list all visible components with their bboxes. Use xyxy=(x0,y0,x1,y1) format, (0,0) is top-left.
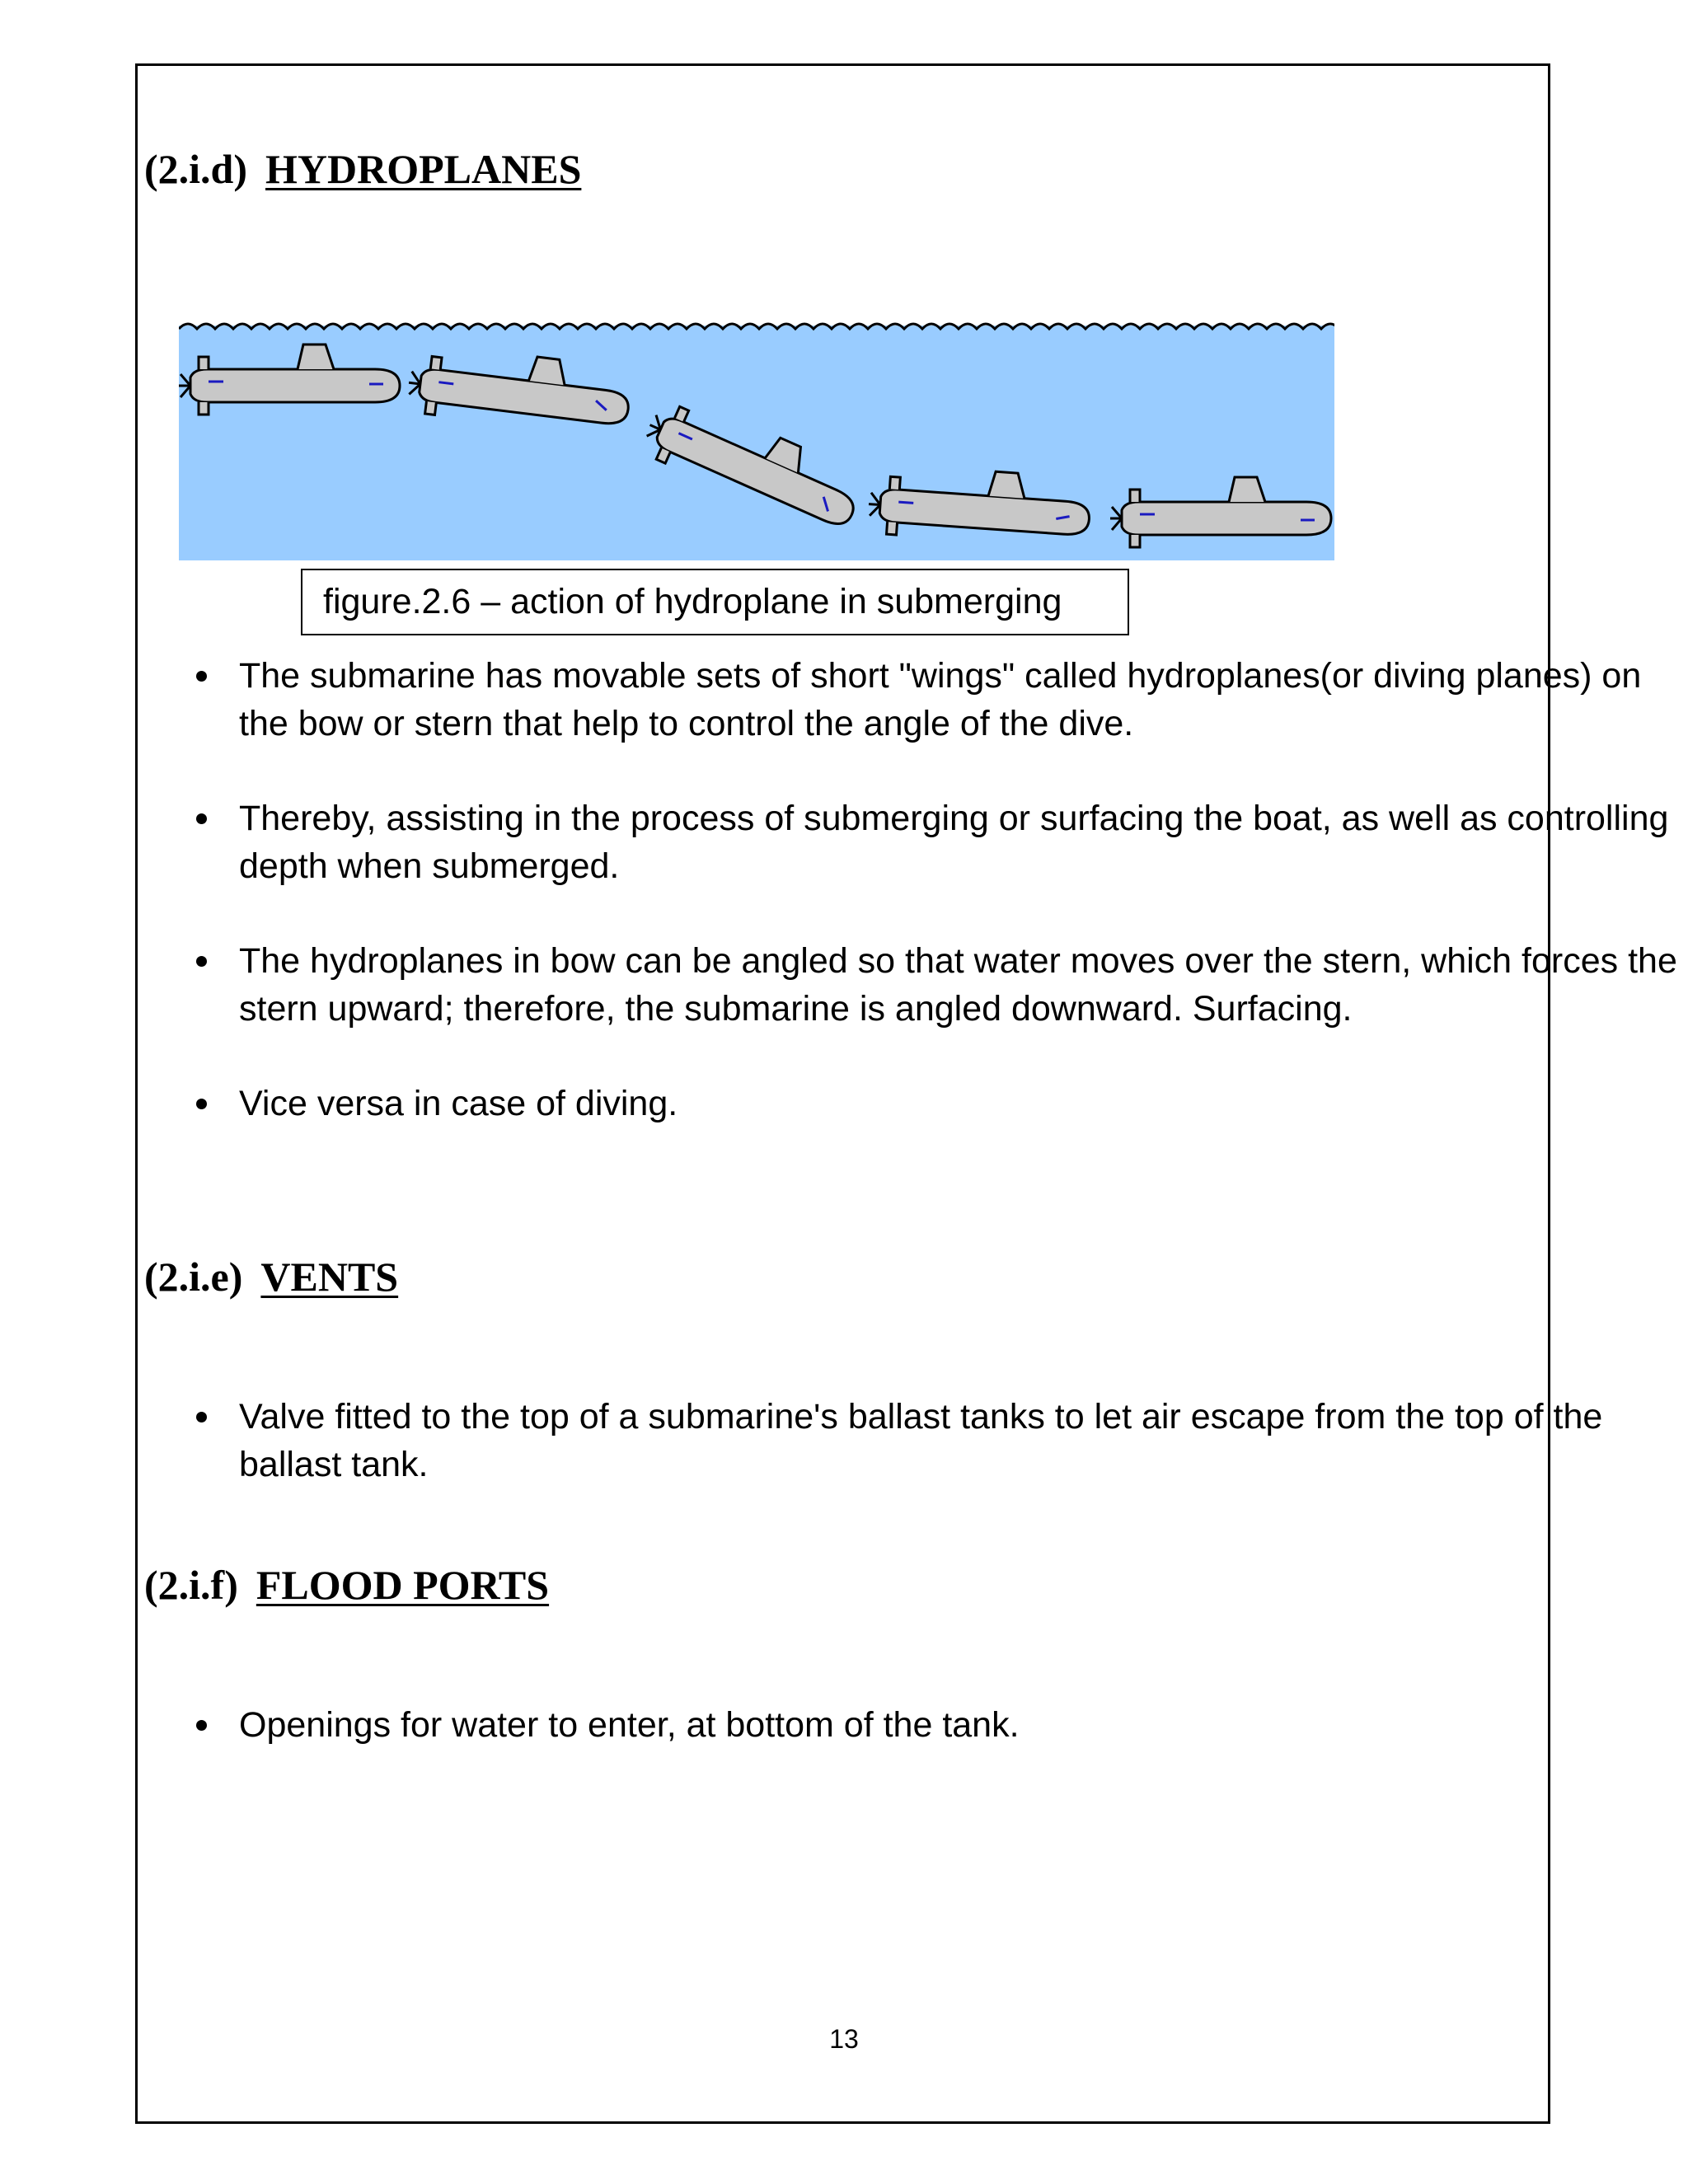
section-title: HYDROPLANES xyxy=(265,146,582,192)
bullet-item: The hydroplanes in bow can be angled so that water moves over the stern, which forces the stern upward; therefore, the submarine is angled downward. Surfacing. xyxy=(185,937,1688,1033)
section-heading-vents xyxy=(144,1254,399,1300)
section-number: (2.i.d) xyxy=(144,146,247,192)
hydroplanes-bullet-list xyxy=(185,652,1688,1127)
page-number: 13 xyxy=(829,2024,859,2054)
section-number: (2.i.e) xyxy=(144,1254,243,1300)
hydroplane-figure xyxy=(179,317,1334,560)
bullet-item: Vice versa in case of diving. xyxy=(185,1080,1688,1127)
bullet-item: Openings for water to enter, at bottom of the tank. xyxy=(185,1701,1020,1749)
bullet-item: Thereby, assisting in the process of submerging or surfacing the boat, as well as controlling depth when submerged. xyxy=(185,794,1688,890)
bullet-item: The submarine has movable sets of short "wings" called hydroplanes(or diving planes) on the bow or stern that help to control the angle of the dive. xyxy=(185,652,1688,748)
section-title: FLOOD PORTS xyxy=(256,1562,550,1608)
section-number: (2.i.f) xyxy=(144,1562,238,1608)
section-heading-hydroplanes xyxy=(144,148,581,190)
bullet-item: Valve fitted to the top of a submarine's ballast tanks to let air escape from the top of the ballast tank. xyxy=(185,1393,1688,1488)
section-heading-flood-ports xyxy=(144,1562,550,1608)
flood-ports-bullet-list xyxy=(185,1701,1020,1749)
figure-caption: figure.2.6 – action of hydroplane in submerging xyxy=(301,569,1129,635)
section-title: VENTS xyxy=(260,1254,399,1300)
vents-bullet-list xyxy=(185,1393,1688,1488)
